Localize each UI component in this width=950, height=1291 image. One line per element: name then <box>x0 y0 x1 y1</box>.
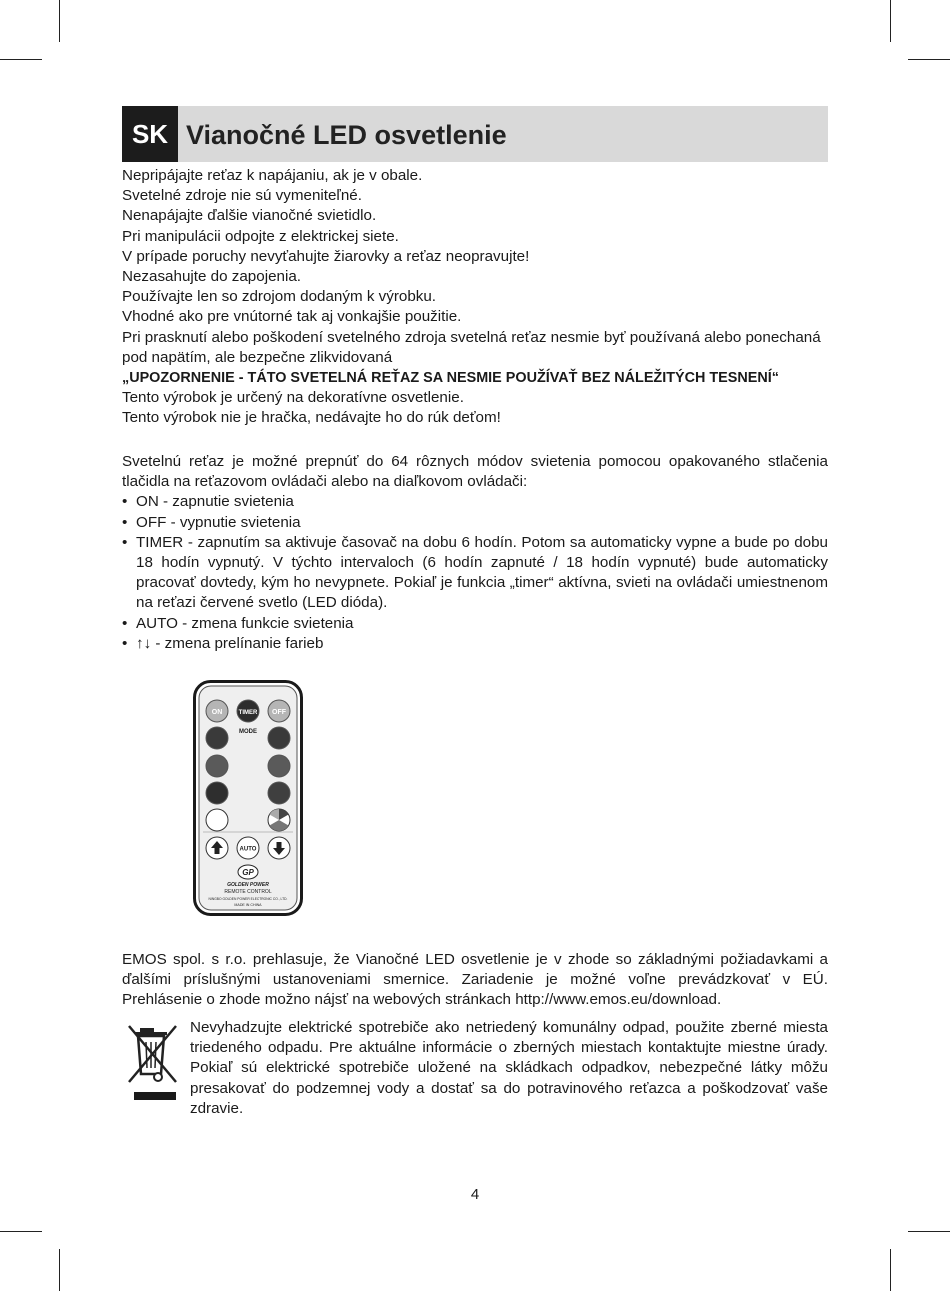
gp-logo: GP <box>242 868 254 877</box>
crop-mark <box>908 59 950 60</box>
disposal-text: Nevyhadzujte elektrické spotrebiče ako netriedený komunálny odpad, použite zberné miesta triedeného odpadu. Pre aktuálne informácie o zberných miestach kontaktujte miestne úrady. Pokiaľ sú elektrické spotrebiče uložené na skládkach odpadkov, nebezpečné látky môžu presakovať do podzemnej vody a dostať sa do potravinového reťazca a poškodzovať vaše zdravie. <box>190 1019 828 1117</box>
auto-button-label: AUTO <box>239 846 257 853</box>
timer-button-label: TIMER <box>238 710 258 716</box>
on-button-label: ON <box>211 709 223 716</box>
modes-section <box>122 452 828 654</box>
mode-label: MODE <box>239 729 257 735</box>
safety-line: V prípade poruchy nevyťahujte žiarovky a reťaz neopravujte! <box>122 247 530 265</box>
crop-mark <box>59 1249 60 1291</box>
safety-line: Nenapájajte ďalšie vianočné svietidlo. <box>122 207 377 225</box>
safety-line: Vhodné ako pre vnútorné tak aj vonkajšie použitie. <box>122 308 462 326</box>
safety-instructions <box>122 166 828 429</box>
warning-text: „UPOZORNENIE - TÁTO SVETELNÁ REŤAZ SA NESMIE POUŽÍVAŤ BEZ NÁLEŽITÝCH TESNENÍ“ <box>122 370 779 387</box>
crop-mark <box>890 1249 891 1291</box>
section-header <box>122 106 828 162</box>
safety-line: Pri manipulácii odpojte z elektrickej siete. <box>122 227 399 245</box>
remote-subtitle: REMOTE CONTROL <box>224 889 272 895</box>
page-number: 4 <box>470 1186 480 1203</box>
crop-mark <box>0 1231 42 1232</box>
safety-line: Nezasahujte do zapojenia. <box>122 268 302 286</box>
crop-mark <box>59 0 60 42</box>
origin-label: MADE IN CHINA <box>234 903 262 907</box>
crop-mark <box>0 59 42 60</box>
brand-name: GOLDEN POWER <box>227 882 269 888</box>
conformity-declaration: EMOS spol. s r.o. prehlasuje, že Vianočné LED osvetlenie je v zhode so základnými požiadavkami a ďalšími príslušnými ustanoveniami smernice. Zariadenie je možné voľne prevádzkovať v EÚ. Prehlásenie o zhode možno nájsť na webových stránkach http://www.emos.eu/download. <box>122 951 828 1009</box>
list-item: • AUTO - zmena funkcie svietenia <box>122 614 828 634</box>
off-button-label: OFF <box>272 709 286 716</box>
list-item: • OFF - vypnutie svietenia <box>122 513 828 533</box>
safety-line: Nepripájajte reťaz k napájaniu, ak je v obale. <box>122 167 423 184</box>
list-item: • TIMER - zapnutím sa aktivuje časovač na dobu 6 hodín. Potom sa automaticky vypne a bude po dobu 18 hodín vypnutý. V týchto intervaloch (6 hodín zapnuté / 18 hodín vypnuté) bude automaticky pracovať dovtedy, kým ho nevypnete. Pokiaľ je funkcia „timer“ aktívna, svieti na ovládači umiestnenom na reťazi červené svetlo (LED dióda). <box>122 533 828 614</box>
page-title: Vianočné LED osvetlenie <box>186 120 507 150</box>
crossed-bin-icon <box>126 1022 182 1104</box>
remote-control-image <box>193 680 303 916</box>
function-list <box>122 492 828 654</box>
manufacturer: NINGBO GOLDEN POWER ELECTRONIC CO., LTD. <box>208 897 288 901</box>
language-code: SK <box>122 106 178 162</box>
modes-intro: Svetelnú reťaz je možné prepnúť do 64 rôznych módov svietenia pomocou opakovaného stlačenia tlačidla na reťazovom ovládači alebo na diaľkovom ovládači: <box>122 453 828 491</box>
safety-line: Používajte len so zdrojom dodaným k výrobku. <box>122 288 437 306</box>
toy-note: Tento výrobok nie je hračka, nedávajte ho do rúk deťom! <box>122 409 501 427</box>
safety-line: Svetelné zdroje nie sú vymeniteľné. <box>122 187 362 205</box>
list-item: • ↑↓ - zmena prelínanie farieb <box>122 634 828 654</box>
list-item: • ON - zapnutie svietenia <box>122 492 828 512</box>
decor-note: Tento výrobok je určený na dekoratívne osvetlenie. <box>122 389 464 407</box>
crop-mark <box>908 1231 950 1232</box>
crop-mark <box>890 0 891 42</box>
safety-line: Pri prasknutí alebo poškodení svetelného zdroja svetelná reťaz nesmie byť používaná alebo ponechaná pod napätím, ale bezpečne zlikvidovaná <box>122 328 821 366</box>
